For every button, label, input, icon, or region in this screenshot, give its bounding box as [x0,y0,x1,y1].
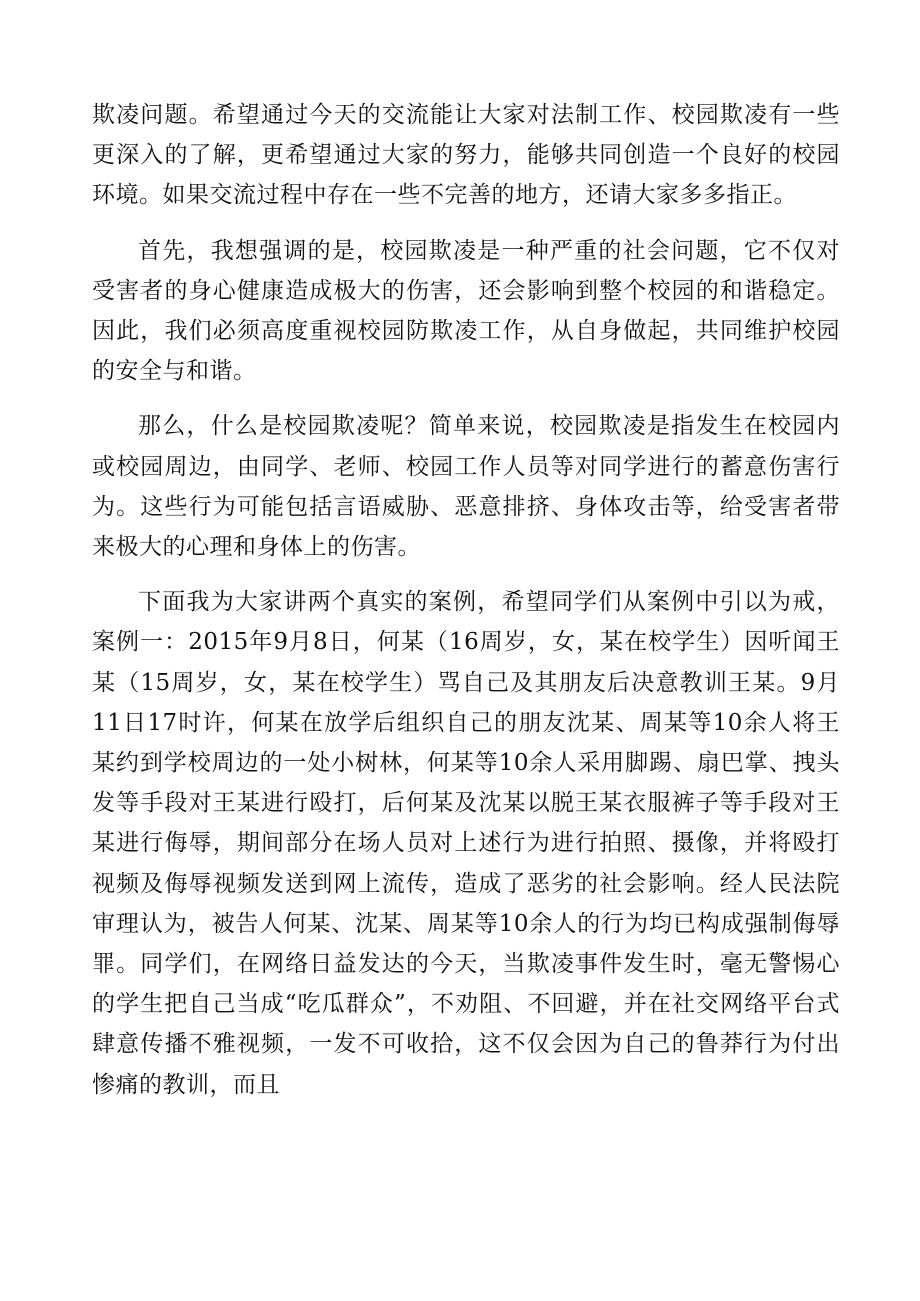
paragraph-importance: 首先，我想强调的是，校园欺凌是一种严重的社会问题，它不仅对受害者的身心健康造成极大的伤害，还会影响到整个校园的和谐稳定。因此，我们必须高度重视校园防欺凌工作，从自身做起，共同维护校园的安全与和谐。 [92,237,840,385]
document-body [92,95,840,1120]
paragraph-definition: 那么，什么是校园欺凌呢？简单来说，校园欺凌是指发生在校园内或校园周边，由同学、老师、校园工作人员等对同学进行的蓄意伤害行为。这些行为可能包括言语威胁、恶意排挤、身体攻击等，给受害者带来极大的心理和身体上的伤害。 [92,413,840,561]
paragraph-continuation: 欺凌问题。希望通过今天的交流能让大家对法制工作、校园欺凌有一些更深入的了解，更希望通过大家的努力，能够共同创造一个良好的校园环境。如果交流过程中存在一些不完善的地方，还请大家多多指正。 [92,102,840,209]
paragraph-case-one: 下面我为大家讲两个真实的案例，希望同学们从案例中引以为戒，案例一：2015年9月8日，何某（16周岁，女，某在校学生）因听闻王某（15周岁，女，某在校学生）骂自己及其朋友后决意教训王某。9月11日17时许，何某在放学后组织自己的朋友沈某、周某等10余人将王某约到学校周边的一处小树林，何某等10余人采用脚踢、扇巴掌、拽头发等手段对王某进行殴打，后何某及沈某以脱王某衣服裤子等手段对王某进行侮辱，期间部分在场人员对上述行为进行拍照、摄像，并将殴打视频及侮辱视频发送到网上流传，造成了恶劣的社会影响。经人民法院审理认为，被告人何某、沈某、周某等10余人的行为均已构成强制侮辱罪。同学们，在网络日益发达的今天，当欺凌事件发生时，毫无警惕心的学生把自己当成“吃瓜群众”，不劝阻、不回避，并在社交网络平台式肆意传播不雅视频，一发不可收拾，这不仅会因为自己的鲁莽行为付出惨痛的教训，而且 [92,589,840,1098]
